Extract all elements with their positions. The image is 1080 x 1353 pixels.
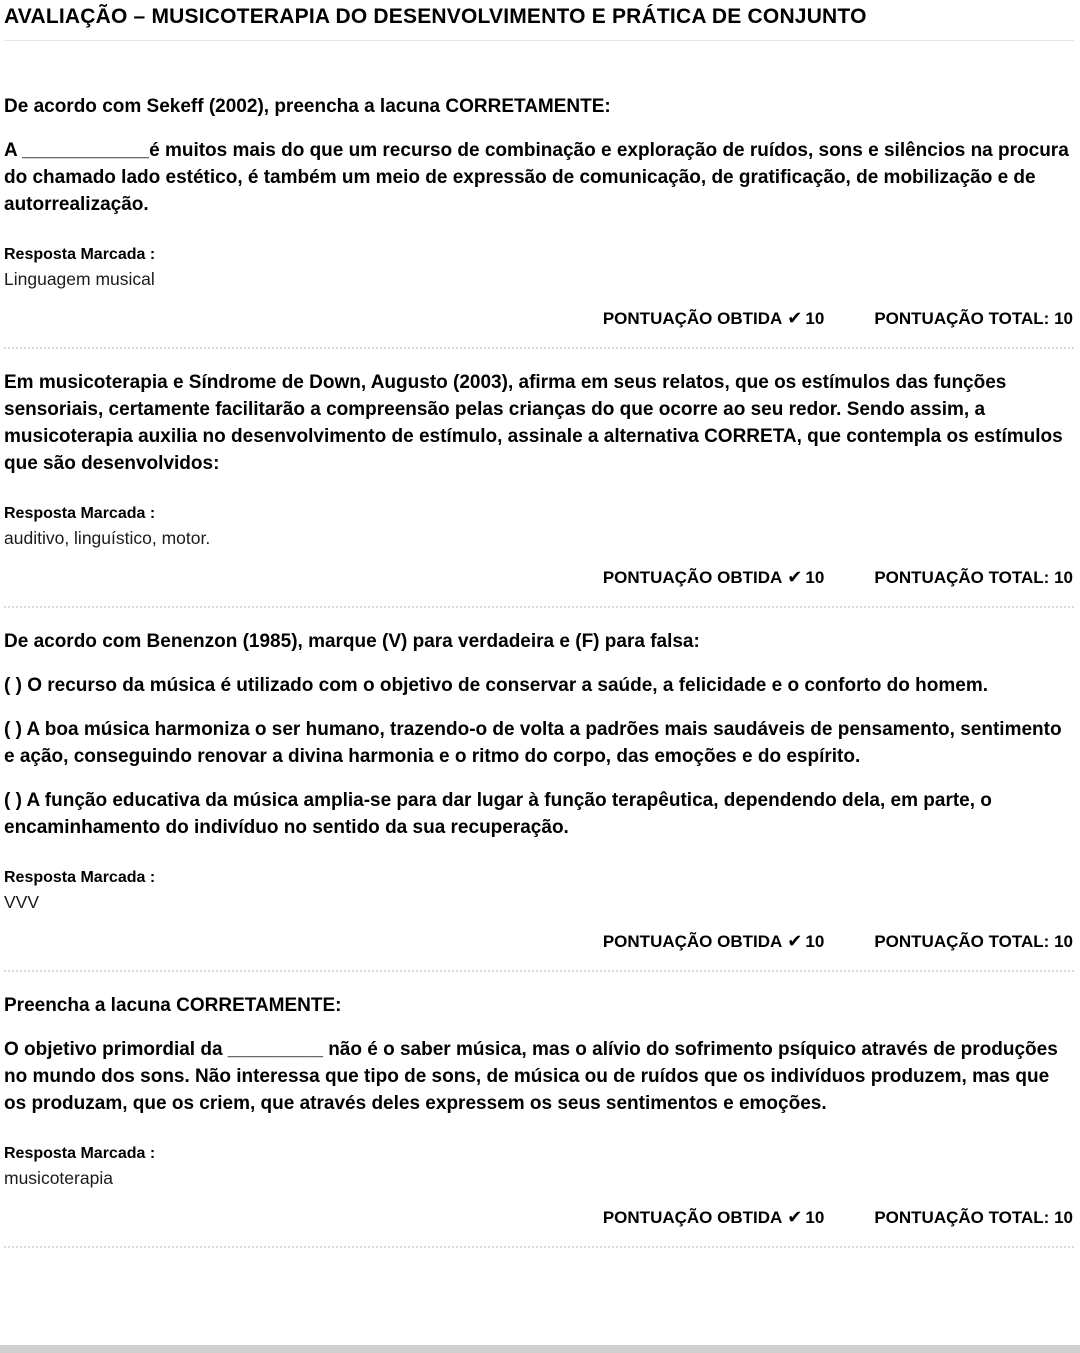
score-total-label: PONTUAÇÃO TOTAL: [874,309,1050,328]
score-total [874,1208,1073,1228]
score-total-label: PONTUAÇÃO TOTAL: [874,1208,1050,1227]
score-total [874,568,1073,588]
checkmark-icon: ✔ [787,931,803,951]
score-row [4,1207,1074,1228]
question-block-4 [4,972,1074,1248]
score-obtained-label: PONTUAÇÃO OBTIDA [602,1208,783,1227]
answer-section [4,1143,1074,1191]
answer-section [4,867,1074,915]
question-prompt: Preencha a lacuna CORRETAMENTE: [4,995,342,1016]
question-body: A ____________é muitos mais do que um recurso de combinação e exploração de ruídos, sons e silêncios na procura do chamado lado estético, é também um meio de expressão de comunicação, de gratificação, de mobilização e de autorrealização. [4,140,1069,215]
question-prompt: De acordo com Benenzon (1985), marque (V) para verdadeira e (F) para falsa: [4,631,700,652]
question-body-item-2: ( ) A boa música harmoniza o ser humano, trazendo-o de volta a padrões mais saudáveis de pensamento, sentimento e ação, conseguindo renovar a divina harmonia e o ritmo do corpo, das emoções e do espírito. [4,719,1062,767]
score-total-value: 10 [1054,568,1073,587]
answer-label: Resposta Marcada : [4,1145,156,1162]
answer-label: Resposta Marcada : [4,869,156,886]
score-obtained-value: 10 [805,932,825,951]
score-total [874,309,1073,329]
score-total-value: 10 [1054,1208,1073,1227]
page-title: AVALIAÇÃO – MUSICOTERAPIA DO DESENVOLVIMENTO E PRÁTICA DE CONJUNTO [4,0,1074,41]
question-block-1 [4,41,1074,349]
checkmark-icon: ✔ [787,308,803,328]
answer-label: Resposta Marcada : [4,505,156,522]
answer-label: Resposta Marcada : [4,246,156,263]
answer-section [4,244,1074,292]
marked-answer: VVV [4,892,40,912]
question-body: O objetivo primordial da _________ não é o saber música, mas o alívio do sofrimento psíquico através de produções no mundo dos sons. Não interessa que tipo de sons, de música ou de ruídos que os indivíduos produzem, mas que os produzam, que os criem, que através deles expressem os seus sentimentos e emoções. [4,1039,1058,1114]
score-obtained-label: PONTUAÇÃO OBTIDA [602,309,783,328]
question-body-item-1: ( ) O recurso da música é utilizado com o objetivo de conservar a saúde, a felicidade e o conforto do homem. [4,675,989,696]
score-obtained-value: 10 [805,1208,825,1227]
score-obtained [603,931,824,952]
question-prompt: Em musicoterapia e Síndrome de Down, Augusto (2003), afirma em seus relatos, que os estímulos das funções sensoriais, certamente facilitarão a compreensão pelas crianças do que ocorre ao seu redor. Sendo assim, a musicoterapia auxilia no desenvolvimento de estímulo, assinale a alternativa CORRETA, que contempla os estímulos que são desenvolvidos: [4,372,1063,474]
score-total [874,932,1073,952]
score-total-label: PONTUAÇÃO TOTAL: [874,568,1050,587]
marked-answer: musicoterapia [4,1168,113,1188]
score-row [4,308,1074,329]
score-row [4,931,1074,952]
answer-section [4,503,1074,551]
score-total-value: 10 [1054,932,1073,951]
score-obtained [603,567,824,588]
question-body-item-3: ( ) A função educativa da música amplia-se para dar lugar à função terapêutica, dependendo dela, em parte, o encaminhamento do indivíduo no sentido da sua recuperação. [4,790,992,838]
score-obtained [603,308,824,329]
score-row [4,567,1074,588]
bottom-divider-bar [0,1345,1080,1353]
marked-answer: auditivo, linguístico, motor. [4,528,211,548]
score-total-value: 10 [1054,309,1073,328]
checkmark-icon: ✔ [787,567,803,587]
checkmark-icon: ✔ [787,1207,803,1227]
score-total-label: PONTUAÇÃO TOTAL: [874,932,1050,951]
question-block-3 [4,608,1074,972]
score-obtained [603,1207,824,1228]
score-obtained-label: PONTUAÇÃO OBTIDA [602,932,783,951]
question-block-2 [4,349,1074,608]
marked-answer: Linguagem musical [4,269,155,289]
question-prompt: De acordo com Sekeff (2002), preencha a lacuna CORRETAMENTE: [4,96,611,117]
score-obtained-value: 10 [805,568,825,587]
score-obtained-label: PONTUAÇÃO OBTIDA [602,568,783,587]
score-obtained-value: 10 [805,309,825,328]
